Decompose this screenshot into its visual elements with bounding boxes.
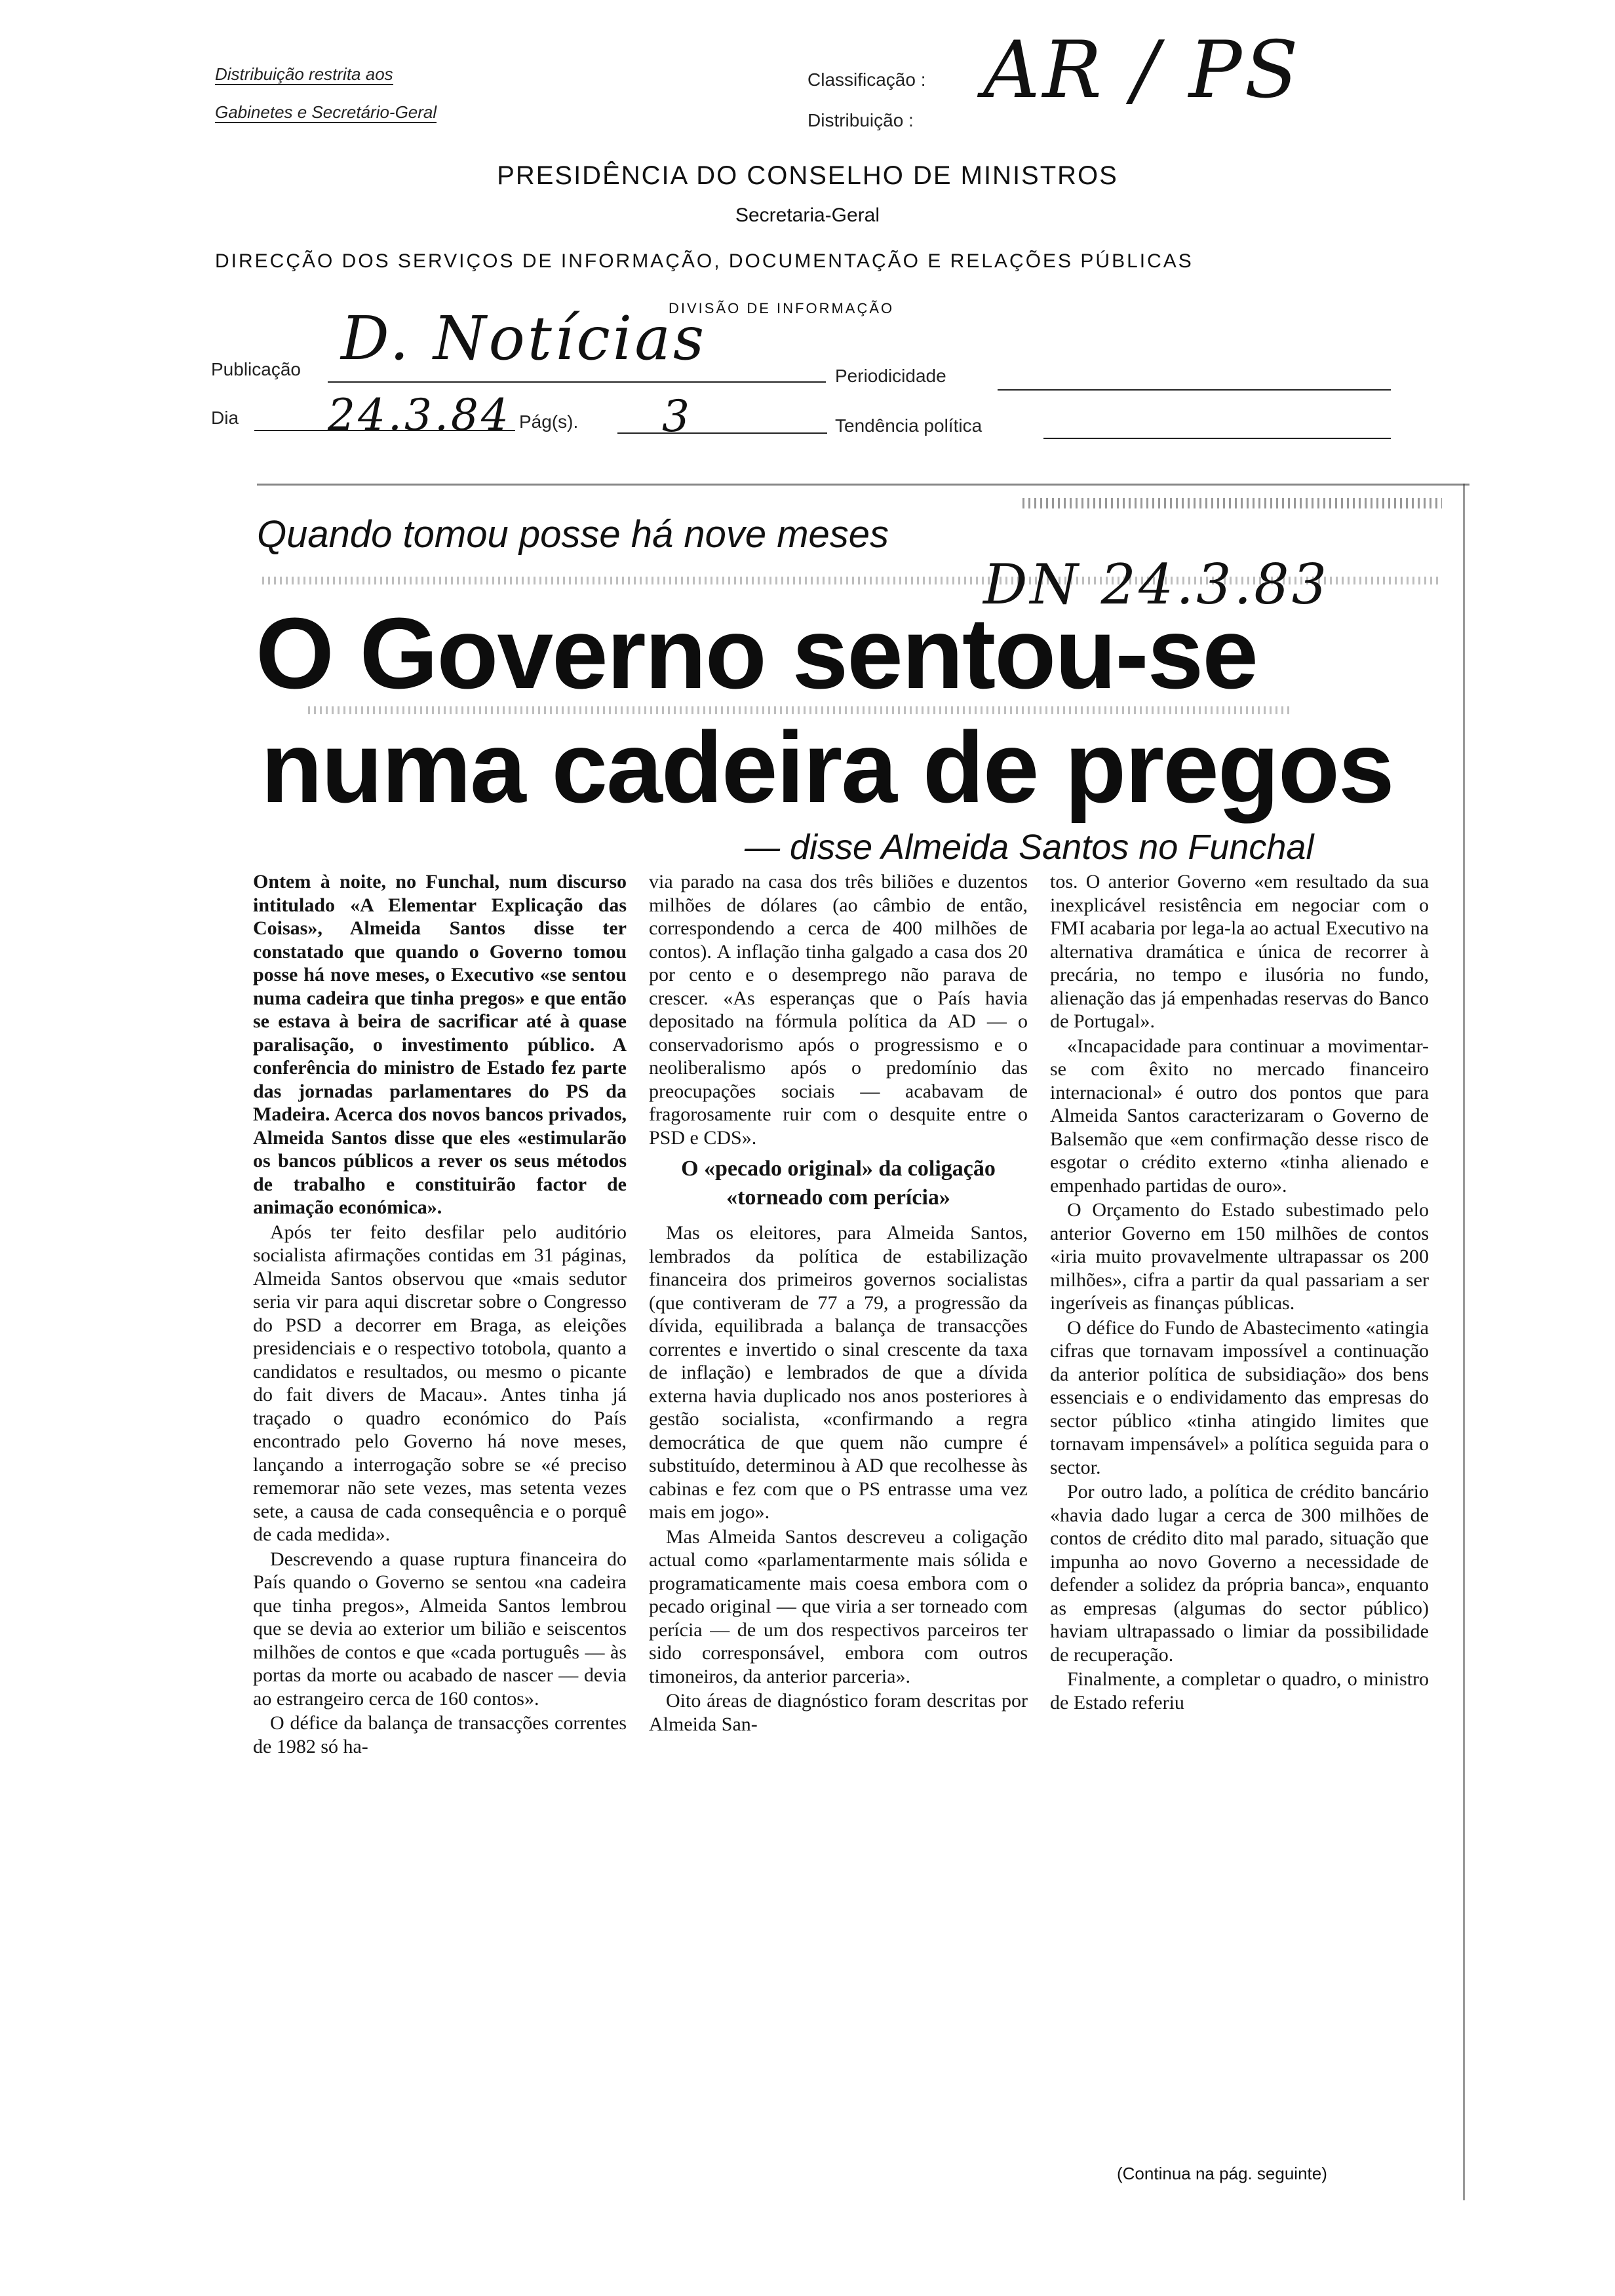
tendency-label: Tendência política — [835, 415, 983, 436]
tendency-line — [1043, 438, 1391, 439]
pages-line — [617, 432, 827, 434]
pages-value: 3 — [662, 391, 692, 442]
directorate: DIRECÇÃO DOS SERVIÇOS DE INFORMAÇÃO, DOCUMENTAÇÃO E RELAÇÕES PÚBLICAS — [215, 250, 1194, 272]
paragraph: via parado na casa dos três biliões e duzentos milhões de dólares (ao câmbio de então, correspondendo a cerca de 400 milhões de contos). A inflação tinha galgado a casa dos 20 por cento e o desemprego não parava de crescer. «As esperanças que o País havia depositado na fórmula política da AD — o conservadorismo após o progressismo e o neoliberalismo após o predomínio das preocupações sociais — acabavam de fragorosamente ruir com o desquite entre o PSD e CDS». — [649, 871, 1028, 1149]
publication-label: Publicação — [211, 359, 301, 379]
paragraph: Mas Almeida Santos descreveu a coligação actual como «parlamentarmente mais sólida e programaticamente mais coesa embora com o pecado original — que viria a ser torneado com perícia — de um dos respectivos parceiros ter sido corresponsável, embora com outros timoneiros, da anterior parceria». — [649, 1525, 1028, 1687]
division: DIVISÃO DE INFORMAÇÃO — [669, 300, 895, 316]
paragraph: O Orçamento do Estado subestimado pelo anterior Governo em 150 milhões de contos «iria muito provavelmente ultrapassar os 200 milhões», cifra a partir da qual passariam a ser ingeríveis as finanças públicas. — [1050, 1199, 1429, 1314]
day-label: Dia — [211, 408, 239, 428]
distribution-note-line1: Distribuição restrita aos — [215, 64, 393, 84]
paragraph: Por outro lado, a política de crédito bancário «havia dado lugar a cerca de 300 milhões de contos de crédito dito mal parado, situação que impunha ao novo Governo a necessidade de defender a solidez da própria banca», enquanto as empresas (algumas do sector público) haviam ultrapassado o limiar da possibilidade de recuperação. — [1050, 1481, 1429, 1666]
headline-line1: O Governo sentou-se — [256, 597, 1257, 710]
paragraph: Após ter feito desfilar pelo auditório socialista afirmações contidas em 31 páginas, Almeida Santos observou que «mais sedutor seria vir para aqui discretar sobre o Congresso do PSD a decorrer em Braga, as eleições presidenciais e o respectivo totobola, quanto a candidatos e resultados, ou mesmo o picante do fait divers de Macau». Antes tinha já traçado o quadro económico do País encontrado pelo Governo há nove meses, lançando a interrogação sobre se «é preciso rememorar não sete vezes, mas setenta vezes sete, a causa de cada consequência e o porquê de cada medida». — [253, 1221, 627, 1545]
paragraph: Oito áreas de diagnóstico foram descritas por Almeida San- — [649, 1690, 1028, 1735]
paragraph: Mas os eleitores, para Almeida Santos, lembrados da política de estabilização financeira dos primeiros governos socialistas (que contiveram de 77 a 79, a progressão da dívida, equilibrada a balança de transacções correntes e invertido o sinal crescente da taxa de inflação) e lembrados de que a dívida externa havia duplicado nos anos posteriores à gestão socialista, «confirmando a regra democrática de que quem não cumpre é substituído, determinou à AD que recolhesse às cabinas e fez com que o PS entrasse uma vez mais em jogo». — [649, 1222, 1028, 1523]
paragraph: Finalmente, a completar o quadro, o ministro de Estado referiu — [1050, 1668, 1429, 1713]
article-kicker: Quando tomou posse há nove meses — [257, 513, 889, 556]
paragraph: tos. O anterior Governo «em resultado da sua inexplicável resistência em negociar com o FMI acabaria por lega-la ao actual Executivo na alternativa dramática e única de recorrer à precária, no tempo e ilusória no fundo, alienação das já empenhadas reservas do Banco de Portugal». — [1050, 871, 1429, 1032]
margin-note: DN 24.3.83 — [983, 552, 1330, 617]
pages-label: Pág(s). — [519, 411, 579, 432]
org-subtitle: Secretaria-Geral — [735, 204, 880, 226]
periodicity-label: Periodicidade — [835, 366, 946, 386]
article-column-1 — [253, 870, 627, 2189]
publication-line — [328, 381, 826, 383]
paragraph: O défice da balança de transacções correntes de 1982 só ha- — [253, 1712, 627, 1757]
clipping-top-border — [257, 484, 1469, 486]
article-lead: Ontem à noite, no Funchal, num discurso intitulado «A Elementar Explicação das Coisas», Almeida Santos disse ter constatado que quando o Governo tomou posse há nove meses, o Executivo «se sentou numa cadeira que tinha pregos» e que então se estava à beira de sacrificar até à quase paralisação, o investimento público. A conferência do ministro de Estado fez parte das jornadas parlamentares do PS da Madeira. Acerca dos novos bancos privados, Almeida Santos disse que eles «estimularão os bancos públicos a rever os seus métodos de trabalho e constituirão factor de animação económica». — [253, 871, 627, 1218]
day-value: 24.3.84 — [328, 390, 511, 440]
article-column-3 — [1050, 870, 1429, 2161]
paragraph: O défice do Fundo de Abastecimento «atingia cifras que tornavam impossível a continuação da anterior política de subsidiação» dos bens essenciais e o endividamento das empresas do sector público «tinha atingido limites que tornavam impensável» a política seguida para o sector. — [1050, 1316, 1429, 1478]
paragraph: Descrevendo a quase ruptura financeira do País quando o Governo se sentou «na cadeira que tinha pregos», Almeida Santos lembrou que se devia ao exterior um bilião e seiscentos milhões de contos e que «cada português — às portas da morte ou acabado de nascer — devia ao estrangeiro cerca de 160 contos». — [253, 1548, 627, 1710]
article-byline: — disse Almeida Santos no Funchal — [745, 828, 1314, 867]
publication-value: D. Notícias — [341, 303, 707, 373]
article-subheading: O «pecado original» da coligação «torneado com perícia» — [681, 1157, 996, 1210]
headline-line2: numa cadeira de pregos — [261, 711, 1393, 824]
clipping-right-border — [1463, 484, 1465, 2200]
org-title: PRESIDÊNCIA DO CONSELHO DE MINISTROS — [497, 161, 1118, 190]
classification-handwritten: AR / PS — [983, 25, 1301, 116]
distribution-label: Distribuição : — [808, 110, 914, 130]
periodicity-line — [998, 389, 1391, 391]
paragraph: «Incapacidade para continuar a movimentar-se com êxito no mercado financeiro internacional» é outro dos pontos que para Almeida Santos caracterizaram o Governo de Balsemão que «em confirmação desse risco de esgotar o crédito externo «tinha alienado e empenhado partidas de ouro». — [1050, 1035, 1429, 1196]
scan-noise-top — [1022, 498, 1442, 508]
article-column-2 — [649, 870, 1028, 2189]
distribution-note-line2: Gabinetes e Secretário-Geral — [215, 102, 437, 122]
classification-label: Classificação : — [808, 69, 926, 90]
continued-note: (Continua na pág. seguinte) — [1117, 2164, 1327, 2183]
